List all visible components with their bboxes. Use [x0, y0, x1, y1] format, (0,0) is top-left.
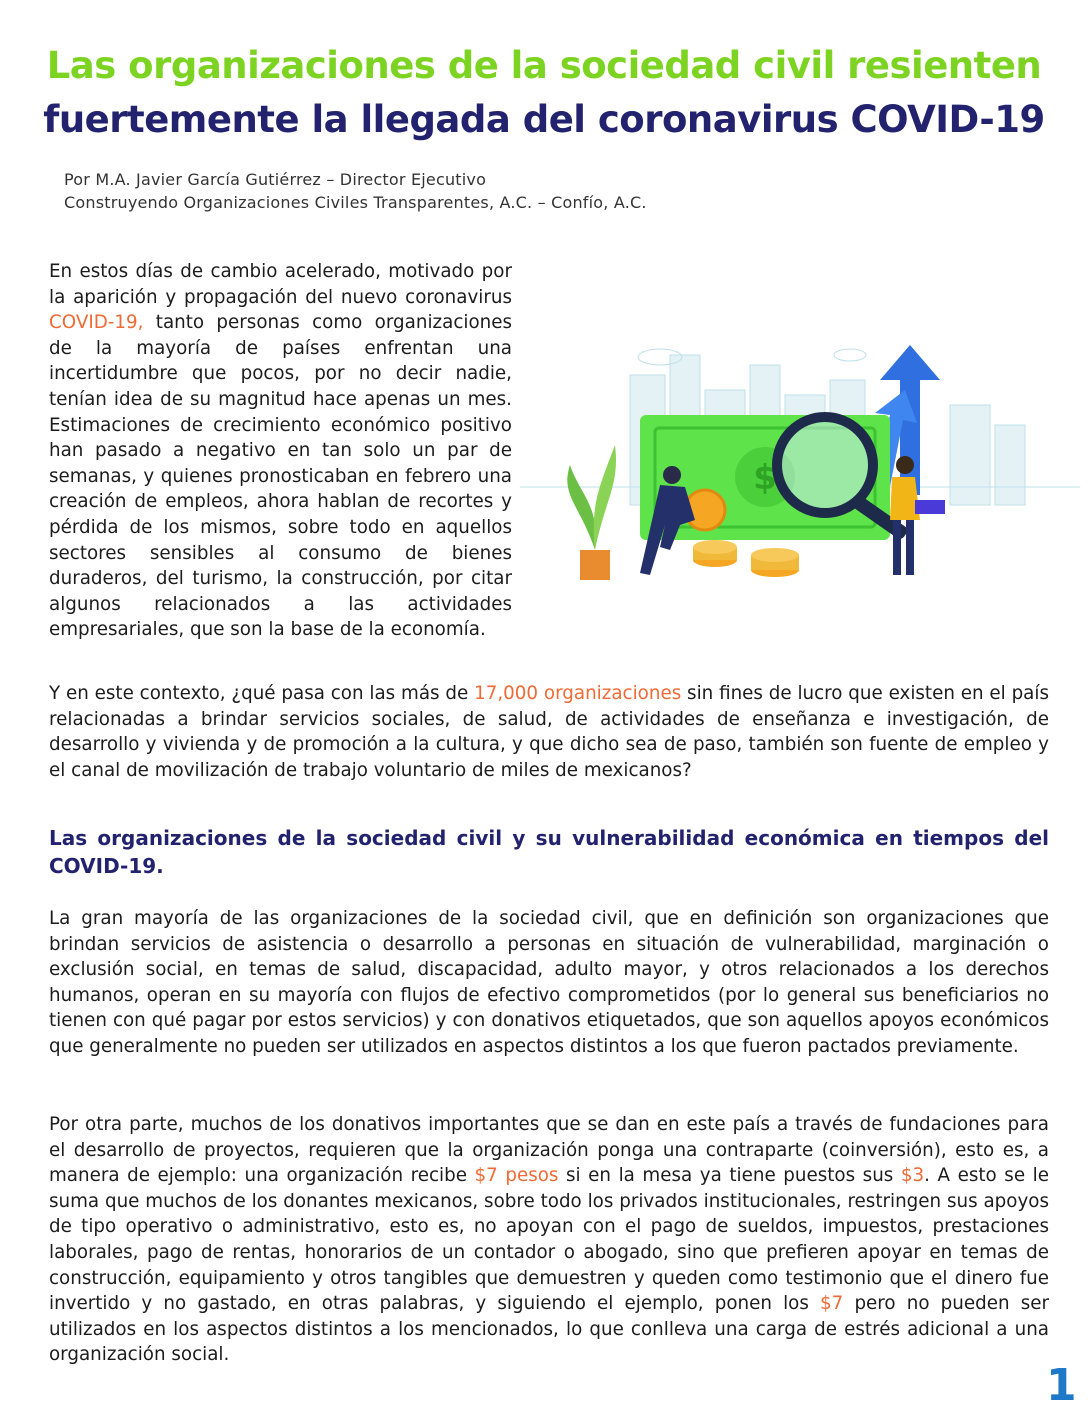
section-subheading: Las organizaciones de la sociedad civil y su vulnerabilidad económica en tiempos del COVID-19.	[49, 826, 1049, 878]
byline-organization: Construyendo Organizaciones Civiles Transparentes, A.C. – Confío, A.C.	[64, 193, 647, 212]
title-line-2: fuertemente la llegada del coronavirus COVID-19	[43, 98, 1045, 141]
highlight-covid: COVID-19,	[49, 312, 144, 334]
paragraph-intro	[49, 259, 512, 643]
highlight-organizations: 17,000 organizaciones	[474, 683, 682, 704]
paragraph-text: Por otra parte, muchos de los donativos importantes que se dan en este país a través de fundaciones para el desarrollo de proyectos, requieren que la organización ponga una contraparte (coinversión), esto es, a manera de ejemplo: una organización recibe	[49, 1114, 1049, 1187]
page-number: 1	[1046, 1360, 1077, 1411]
money-magnifier-illustration	[520, 335, 1080, 595]
paragraph-donations	[49, 1112, 1049, 1368]
svg-text:$: $	[753, 458, 777, 498]
paragraph-text: tanto personas como organizaciones de la mayoría de países enfrentan una incertidumbre que pocos, por no decir nadie, tenían idea de su magnitud hace apenas un mes. Estimaciones de crecimiento económico positivo han pasado a negativo en tan solo un par de semanas, y quienes pronosticaban en febrero una creación de empleos, ahora hablan de recortes y pérdida de los mismos, sobre todo en aquellos sectores sensibles al consumo de bienes duraderos, del turismo, la construcción, por citar algunos relacionados a las actividades empresariales, que son la base de la economía.	[49, 312, 512, 641]
highlight-amount: $3	[900, 1165, 925, 1187]
paragraph-text: si en la mesa ya tiene puestos sus	[558, 1165, 901, 1187]
paragraph-text: pero no pueden ser utilizados en los aspectos distintos a los mencionados, lo que conlleva una carga de estrés adicional a una organización social.	[49, 1293, 1049, 1366]
title-line-1: Las organizaciones de la sociedad civil resienten	[46, 44, 1042, 87]
paragraph-text: Y en este contexto, ¿qué pasa con las más de	[49, 683, 475, 704]
paragraph-vulnerability: La gran mayoría de las organizaciones de la sociedad civil, que en definición son organizaciones que brindan servicios de asistencia o desarrollo a personas en situación de vulnerabilidad, marginación o exclusión social, en temas de salud, discapacidad, adulto mayor, y otros relacionados a los derechos humanos, operan en su mayoría con flujos de efectivo comprometidos (por lo general sus beneficiarios no tienen con qué pagar por estos servicios) y con donativos etiquetados, que son aquellos apoyos económicos que generalmente no pueden ser utilizados en aspectos distintos a los que fueron pactados previamente.	[49, 908, 1049, 1057]
paragraph-text: En estos días de cambio acelerado, motivado por la aparición y propagación del nuevo coronavirus	[49, 261, 512, 308]
byline-author: Por M.A. Javier García Gutiérrez – Director Ejecutivo	[64, 170, 487, 189]
highlight-amount: $7	[820, 1293, 844, 1315]
paragraph-context	[49, 681, 1049, 783]
paragraph-text: . A esto se le suma que muchos de los donantes mexicanos, sobre todo los privados institucionales, restringen sus apoyos de tipo operativo o administrativo, esto es, no apoyan con el pago de sueldos, impuestos, prestaciones laborales, pago de rentas, honorarios de un contador o abogado, sino que prefieren apoyar en temas de construcción, equipamiento y otros tangibles que demuestren y queden como testimonio que el dinero fue invertido y no gastado, en otras palabras, y siguiendo el ejemplo, ponen los	[49, 1165, 1049, 1315]
highlight-amount: $7 pesos	[474, 1165, 559, 1187]
paragraph-text: sin fines de lucro que existen en el país relacionadas a brindar servicios sociales, de salud, de actividades de enseñanza e investigación, de desarrollo y vivienda y de promoción a la cultura, y que dicho sea de paso, también son fuente de empleo y el canal de movilización de trabajo voluntario de miles de mexicanos?	[49, 683, 1049, 781]
